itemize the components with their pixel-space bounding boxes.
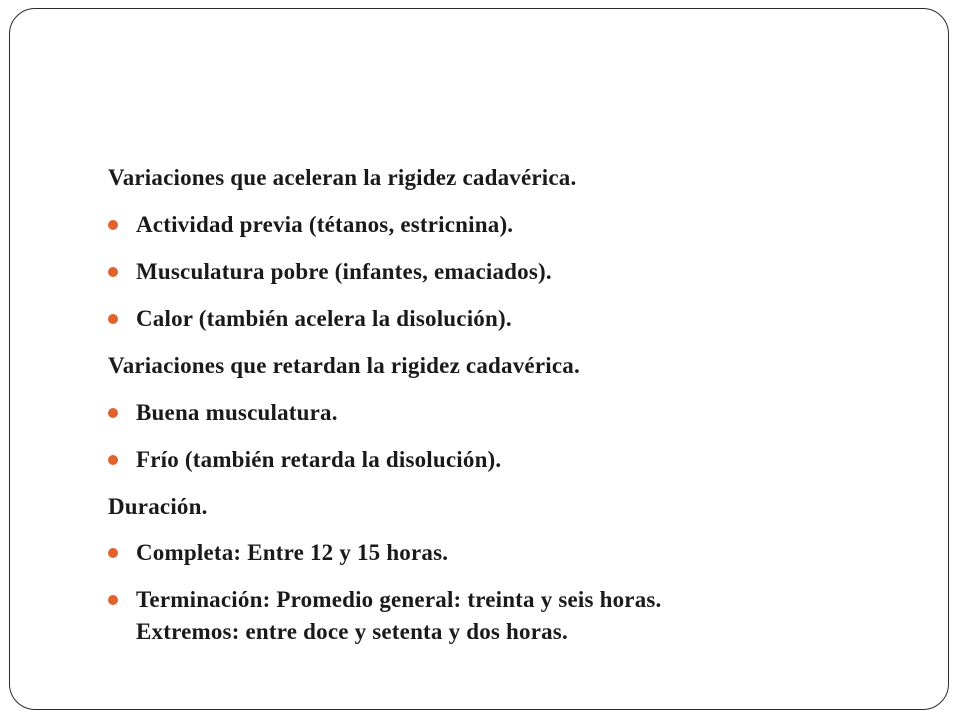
list-item-text: Calor (también acelera la disolución). — [136, 306, 512, 331]
list-item — [108, 205, 888, 252]
list-item-text: Actividad previa (tétanos, estricnina). — [136, 212, 514, 237]
bullet-dot-icon — [108, 408, 118, 418]
list-item-text: Buena musculatura. — [136, 400, 338, 425]
bullet-dot-icon — [108, 220, 118, 230]
slide-content — [108, 158, 888, 648]
list-item — [108, 533, 888, 580]
list-item-text: Completa: Entre 12 y 15 horas. — [136, 540, 449, 565]
list-item-text-line-1: Terminación: Promedio general: treinta y seis horas. — [136, 587, 662, 612]
bullet-dot-icon — [108, 595, 118, 605]
list-item-text-line-2: Extremos: entre doce y setenta y dos horas. — [136, 619, 568, 644]
list-item — [108, 393, 888, 440]
bullet-dot-icon — [108, 314, 118, 324]
list-item — [108, 440, 888, 487]
list-item — [108, 580, 888, 648]
bullet-dot-icon — [108, 548, 118, 558]
bullet-dot-icon — [108, 267, 118, 277]
section-heading-duration: Duración. — [108, 494, 208, 519]
list-item-text: Frío (también retarda la disolución). — [136, 447, 502, 472]
bullet-dot-icon — [108, 455, 118, 465]
list-item — [108, 252, 888, 299]
list-item — [108, 299, 888, 346]
list-item-text: Musculatura pobre (infantes, emaciados). — [136, 259, 552, 284]
section-heading-accelerate: Variaciones que aceleran la rigidez cadavérica. — [108, 165, 577, 190]
section-heading-retard: Variaciones que retardan la rigidez cadavérica. — [108, 353, 580, 378]
